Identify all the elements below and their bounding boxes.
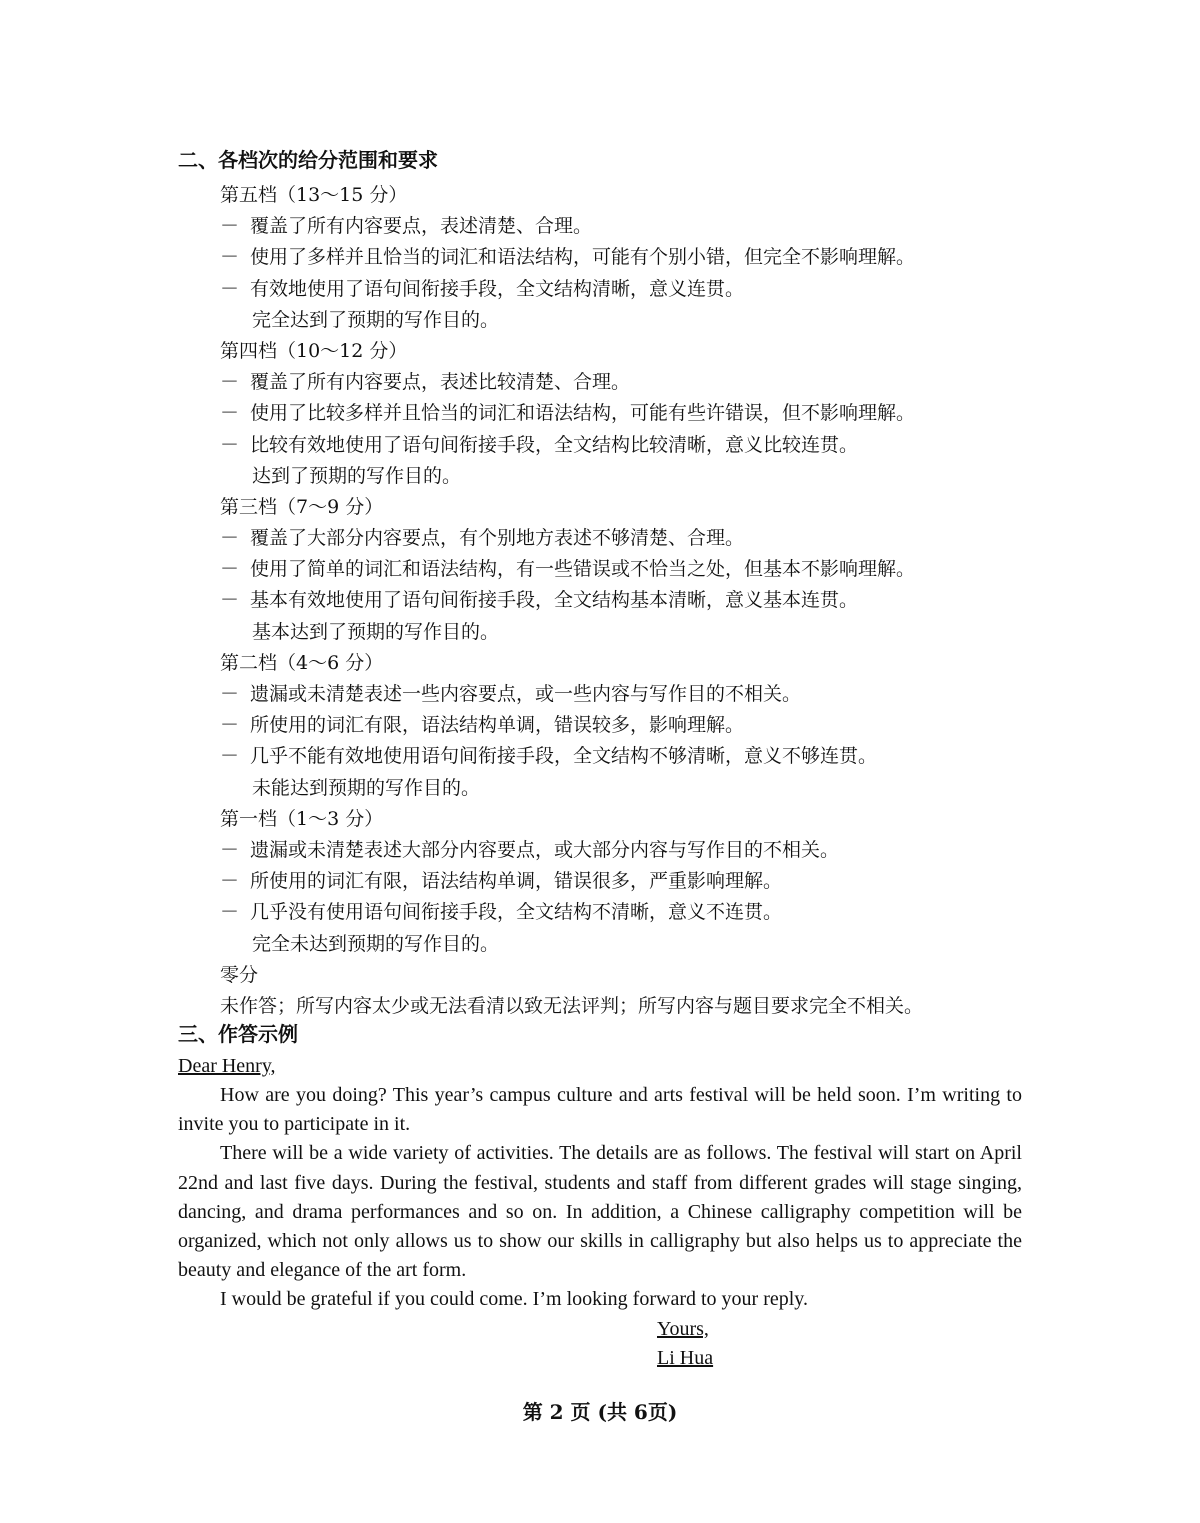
- dash-icon: －: [220, 558, 240, 581]
- level-5-summary: 完全达到了预期的写作目的。: [252, 308, 500, 331]
- level-4-bullet: － 使用了比较多样并且恰当的词汇和语法结构，可能有些许错误，但不影响理解。: [178, 398, 1038, 429]
- dash-icon: －: [220, 371, 240, 394]
- level-1-summary: 完全未达到预期的写作目的。: [252, 932, 500, 955]
- dash-icon: －: [220, 901, 240, 924]
- sample-letter: [178, 1052, 1022, 1373]
- scoring-rubric: [178, 180, 1038, 1022]
- section-2-title: 二、各档次的给分范围和要求: [178, 148, 438, 172]
- level-0-description: 未作答；所写内容太少或无法看清以致无法评判；所写内容与题目要求完全不相关。: [220, 994, 924, 1017]
- dash-icon: －: [220, 745, 240, 768]
- dash-icon: －: [220, 215, 240, 238]
- letter-signature: Li Hua: [657, 1346, 714, 1369]
- dash-icon: －: [220, 402, 240, 425]
- letter-closing: Yours,: [657, 1317, 709, 1340]
- dash-icon: －: [220, 714, 240, 737]
- level-2-bullet: － 遗漏或未清楚表述一些内容要点，或一些内容与写作目的不相关。: [178, 679, 1038, 710]
- level-0-title: 零分: [220, 963, 259, 986]
- dash-icon: －: [220, 527, 240, 550]
- level-3-summary: 基本达到了预期的写作目的。: [252, 620, 500, 643]
- level-3-title: 第三档（7～9 分）: [220, 495, 384, 518]
- letter-paragraph: There will be a wide variety of activities. The details are as follows. The festival will start on April 22nd and last five days. During the festival, students and staff from different grades will stage singing, dancing, and drama performances and so on. In addition, a Chinese calligraphy competition will be organized, which not only allows us to show our skills in calligraphy but also helps us to appreciate the beauty and elegance of the art form.: [178, 1142, 1022, 1282]
- section-3-title: 三、作答示例: [178, 1022, 298, 1046]
- level-1-title: 第一档（1～3 分）: [220, 807, 384, 830]
- letter-paragraph: I would be grateful if you could come. I’m looking forward to your reply.: [220, 1288, 808, 1311]
- level-3-bullet: － 覆盖了大部分内容要点，有个别地方表述不够清楚、合理。: [178, 523, 1038, 554]
- dash-icon: －: [220, 433, 240, 456]
- level-2-bullet: － 几乎不能有效地使用语句间衔接手段，全文结构不够清晰，意义不够连贯。: [178, 741, 1038, 772]
- dash-icon: －: [220, 838, 240, 861]
- level-3-bullet: － 使用了简单的词汇和语法结构，有一些错误或不恰当之处，但基本不影响理解。: [178, 554, 1038, 585]
- dash-icon: －: [220, 277, 240, 300]
- dash-icon: －: [220, 683, 240, 705]
- level-5-bullet: － 使用了多样并且恰当的词汇和语法结构，可能有个别小错，但完全不影响理解。: [178, 242, 1038, 273]
- level-1-bullet: － 几乎没有使用语句间衔接手段，全文结构不清晰，意义不连贯。: [178, 897, 1038, 928]
- level-3-bullet: － 基本有效地使用了语句间衔接手段，全文结构基本清晰，意义基本连贯。: [178, 585, 1038, 616]
- dash-icon: －: [220, 246, 240, 269]
- level-2-title: 第二档（4～6 分）: [220, 651, 384, 674]
- page-number-footer: 第 2 页 (共 6页): [522, 1400, 678, 1424]
- letter-greeting: Dear Henry,: [178, 1055, 276, 1077]
- level-1-bullet: － 遗漏或未清楚表述大部分内容要点，或大部分内容与写作目的不相关。: [178, 835, 1038, 866]
- level-2-bullet: － 所使用的词汇有限，语法结构单调，错误较多，影响理解。: [178, 710, 1038, 741]
- letter-paragraph: How are you doing? This year’s campus culture and arts festival will be held soon. I’m writing to invite you to participate in it.: [178, 1084, 1022, 1136]
- level-5-bullet: － 有效地使用了语句间衔接手段，全文结构清晰，意义连贯。: [178, 274, 1038, 305]
- level-1-bullet: － 所使用的词汇有限，语法结构单调，错误很多，严重影响理解。: [178, 866, 1038, 897]
- level-2-summary: 未能达到预期的写作目的。: [252, 776, 481, 799]
- level-4-bullet: － 比较有效地使用了语句间衔接手段，全文结构比较清晰，意义比较连贯。: [178, 430, 1038, 461]
- level-5-title: 第五档（13～15 分）: [220, 184, 408, 206]
- level-5-bullet: － 覆盖了所有内容要点，表述清楚、合理。: [178, 211, 1038, 242]
- level-4-bullet: － 覆盖了所有内容要点，表述比较清楚、合理。: [178, 367, 1038, 398]
- dash-icon: －: [220, 870, 240, 893]
- level-4-title: 第四档（10～12 分）: [220, 339, 408, 362]
- level-4-summary: 达到了预期的写作目的。: [252, 464, 462, 487]
- dash-icon: －: [220, 589, 240, 612]
